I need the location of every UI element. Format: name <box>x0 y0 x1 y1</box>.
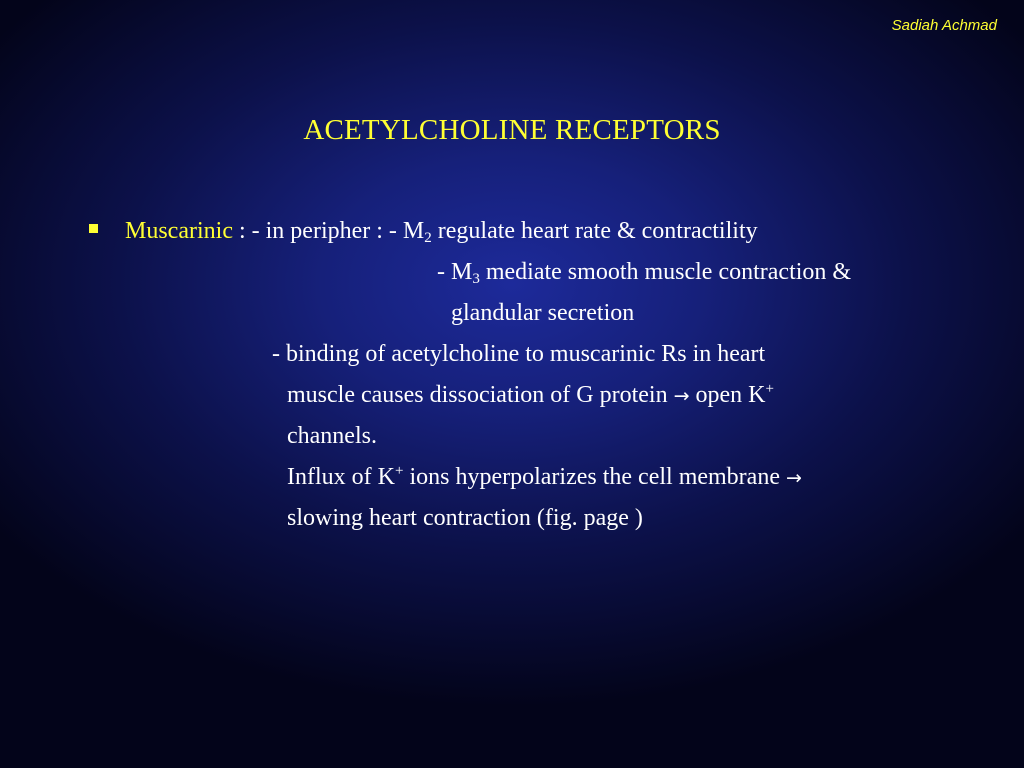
line-7-superscript: + <box>394 463 404 479</box>
line-2-text-b: mediate smooth muscle contraction & <box>479 259 852 285</box>
line-1-text-a: : - in peripher : - M <box>232 218 425 244</box>
line-4-text: - binding of acetylcholine to muscarinic Rs in heart <box>272 341 766 367</box>
line-2-subscript: 3 <box>472 271 480 287</box>
line-3 <box>451 299 634 327</box>
arrow-right-icon: → <box>673 385 690 407</box>
line-5 <box>287 381 774 410</box>
line-7-text-b: ions hyperpolarizes the cell membrane <box>403 464 786 490</box>
line-1-subscript: 2 <box>424 230 432 246</box>
bullet-marker <box>89 224 98 233</box>
line-1 <box>125 217 758 245</box>
line-7 <box>287 463 802 492</box>
line-1-text-b: regulate heart rate & contractility <box>431 218 758 244</box>
author-label: Sadiah Achmad <box>891 17 997 34</box>
arrow-right-icon: → <box>785 467 802 489</box>
line-8 <box>287 504 643 532</box>
line-8-text: slowing heart contraction (fig. page ) <box>287 505 643 531</box>
line-5-superscript: + <box>765 381 774 397</box>
line-3-text: glandular secretion <box>451 300 635 326</box>
slide-title: ACETYLCHOLINE RECEPTORS <box>303 114 721 146</box>
line-7-text-a: Influx of K <box>287 464 395 490</box>
line-5-text-b: open K <box>689 382 766 408</box>
line-4 <box>272 340 765 368</box>
line-6 <box>287 422 377 450</box>
line-5-text-a: muscle causes dissociation of G protein <box>287 382 674 408</box>
line-2 <box>437 258 851 286</box>
line-6-text: channels. <box>287 423 377 449</box>
keyword-muscarinic: Muscarinic <box>125 218 233 244</box>
line-2-text-a: - M <box>437 259 473 285</box>
